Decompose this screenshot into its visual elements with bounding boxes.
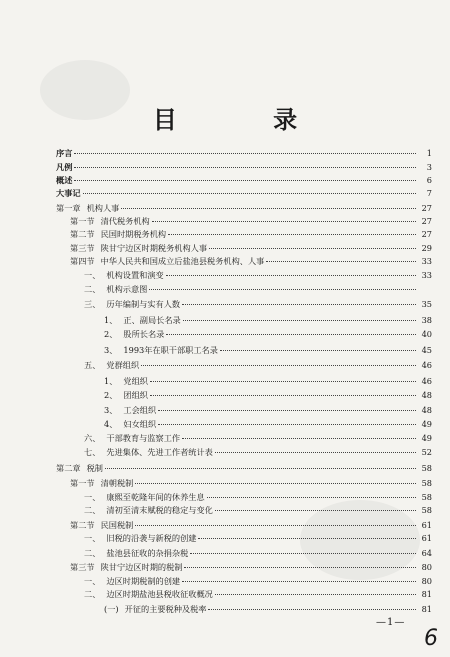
toc-entry-title: 正、副局长名录: [123, 315, 181, 325]
toc-entry-title: 陕甘宁边区时期的税制: [100, 562, 183, 572]
toc-entry-title: 机构人事: [86, 203, 120, 213]
dot-leader: [183, 320, 416, 321]
toc-entry-page: 80: [421, 576, 432, 586]
toc-entry: [56, 562, 432, 573]
toc-entry: [56, 576, 432, 587]
dot-leader: [149, 289, 416, 290]
dot-leader: [158, 424, 416, 425]
dot-leader: [182, 438, 416, 439]
toc-entry-page: 64: [421, 548, 432, 558]
toc-entry-label: 第四节: [70, 256, 95, 266]
toc-entry-title: 党组织: [123, 376, 148, 386]
toc-entry-page: 27: [421, 216, 432, 226]
dot-leader: [166, 275, 416, 276]
toc-entry-label: 一、: [84, 492, 101, 502]
toc-entry-label: 一、: [84, 576, 101, 586]
dot-leader: [215, 594, 416, 595]
toc-entry-page: 45: [421, 345, 432, 355]
toc-entry: [56, 175, 432, 186]
toc-entry-page: 81: [421, 604, 432, 614]
dot-leader: [74, 153, 416, 154]
dot-leader: [220, 350, 416, 351]
toc-entry: [56, 589, 432, 600]
toc-entry-page: 81: [421, 589, 432, 599]
toc-entry-label: 第二节: [70, 229, 95, 239]
toc-entry-page: 58: [421, 463, 432, 473]
dot-leader: [74, 167, 416, 168]
toc-entry-label: 二、: [84, 548, 101, 558]
dot-leader: [190, 553, 416, 554]
dot-leader: [182, 304, 416, 305]
toc-entry-title: 中华人民共和国成立后盐池县税务机构、人事: [100, 256, 265, 266]
toc-entry-page: 58: [421, 505, 432, 515]
toc-entry: [56, 148, 432, 159]
toc-entry-title: 边区时期税制的创建: [106, 576, 181, 586]
toc-entry: [56, 203, 432, 214]
toc-entry: [56, 299, 432, 310]
toc-entry-page: 49: [421, 419, 432, 429]
dot-leader: [150, 381, 416, 382]
toc-entry: [56, 463, 432, 474]
page-number: —1—: [376, 617, 406, 628]
dot-leader: [215, 452, 416, 453]
toc-entry-title: 民国税制: [100, 520, 134, 530]
toc-entry: [56, 548, 432, 559]
dot-leader: [207, 497, 416, 498]
toc-entry-label: 3、: [104, 405, 118, 415]
toc-entry-title: 旧税的沿袭与新税的创建: [106, 533, 197, 543]
toc-entry-title: 工会组织: [123, 405, 157, 415]
toc-entry-title: 党群组织: [106, 360, 140, 370]
dot-leader: [198, 538, 416, 539]
toc-entry-title: 机构设置和演变: [106, 270, 164, 280]
toc-entry-title: 清初至清末赋税的稳定与变化: [106, 505, 213, 515]
toc-entry: [56, 447, 432, 458]
dot-leader: [184, 567, 416, 568]
dot-leader: [182, 581, 416, 582]
toc-entry: [56, 229, 432, 240]
toc-entry-page: 35: [421, 299, 432, 309]
toc-entry-title: 税制: [86, 463, 103, 473]
toc-entry: [56, 188, 432, 199]
toc-entry-title: 机构示意图: [106, 284, 148, 294]
toc-entry-title: 股所长名录: [123, 329, 165, 339]
toc-entry: [56, 520, 432, 531]
toc-entry-label: 第三节: [70, 562, 95, 572]
toc-entry-label: 二、: [84, 589, 101, 599]
toc-entry: [56, 162, 432, 173]
toc-entry-title: 大事记: [56, 188, 81, 198]
toc-entry-label: 3、: [104, 345, 118, 355]
toc-entry-label: 1、: [104, 315, 118, 325]
dot-leader: [74, 180, 416, 181]
toc-entry-title: 清代税务机构: [100, 216, 150, 226]
toc-entry-label: 二、: [84, 284, 101, 294]
toc-entry: [56, 243, 432, 254]
handwritten-number: 6: [424, 626, 438, 651]
toc-entry: [56, 315, 432, 326]
toc-entry-label: 一、: [84, 270, 101, 280]
toc-entry: [56, 390, 432, 401]
toc-entry-page: 27: [421, 203, 432, 213]
toc-entry-title: 1993年在职干部职工名录: [123, 345, 218, 355]
dot-leader: [141, 365, 416, 366]
toc-entry-label: 第二章: [56, 463, 81, 473]
toc-entry-page: 58: [421, 478, 432, 488]
dot-leader: [135, 525, 416, 526]
toc-entry-page: 33: [421, 256, 432, 266]
toc-entry-page: 29: [421, 243, 432, 253]
toc-entry-label: 六、: [84, 433, 101, 443]
toc-entry-title: 民国时期税务机构: [100, 229, 167, 239]
toc-entry: [56, 284, 432, 295]
toc-entry-title: 陕甘宁边区时期税务机构人事: [100, 243, 208, 253]
dot-leader: [83, 193, 416, 194]
dot-leader: [158, 410, 416, 411]
toc-entry-page: 46: [421, 376, 432, 386]
toc-entry-page: 58: [421, 492, 432, 502]
toc-entry: [56, 345, 432, 356]
toc-entry-page: 49: [421, 433, 432, 443]
toc-entry-page: 27: [421, 229, 432, 239]
toc-entry: [56, 376, 432, 387]
toc-entry-page: 6: [426, 175, 432, 185]
toc-entry-title: 概述: [56, 175, 73, 185]
toc-entry: [56, 433, 432, 444]
toc-entry-title: 盐池县征收的杂捐杂税: [106, 548, 189, 558]
toc-entry-title: 序言: [56, 148, 73, 158]
dot-leader: [135, 483, 416, 484]
toc-entry-label: 第二节: [70, 520, 95, 530]
toc-entry: [56, 270, 432, 281]
toc-entry-title: 先进集体、先进工作者统计表: [106, 447, 213, 457]
dot-leader: [152, 221, 416, 222]
toc-entry-label: 一、: [84, 533, 101, 543]
toc-entry-label: 4、: [104, 419, 118, 429]
toc-entry: [56, 505, 432, 516]
toc-entry-title: 团组织: [123, 390, 148, 400]
toc-entry: [56, 405, 432, 416]
toc-entry: [56, 216, 432, 227]
toc-entry-page: 40: [421, 329, 432, 339]
toc-entry: [56, 604, 432, 615]
toc-entry-label: 第一节: [70, 216, 95, 226]
toc-entry-label: (一): [104, 604, 119, 614]
toc-entry-page: 46: [421, 360, 432, 370]
toc-entry-label: 第三节: [70, 243, 95, 253]
toc-entry-label: 五、: [84, 360, 101, 370]
dot-leader: [166, 334, 416, 335]
dot-leader: [208, 609, 416, 610]
toc-entry-page: 48: [421, 390, 432, 400]
toc-entry-label: 七、: [84, 447, 101, 457]
dot-leader: [209, 248, 416, 249]
toc-entry: [56, 360, 432, 371]
toc-entry-label: 2、: [104, 390, 118, 400]
toc-entry-label: 2、: [104, 329, 118, 339]
toc-entry: [56, 329, 432, 340]
dot-leader: [150, 395, 416, 396]
toc-entry-title: 边区时期盐池县税收征收概况: [106, 589, 213, 599]
toc-entry-title: 康熙至乾隆年间的休养生息: [106, 492, 205, 502]
toc-entry: [56, 256, 432, 267]
toc-entry-title: 开征的主要税种及税率: [124, 604, 207, 614]
toc-entry-page: 80: [421, 562, 432, 572]
toc-entry-title: 历年编制与实有人数: [106, 299, 181, 309]
toc-entry-page: 1: [426, 148, 432, 158]
page-title: 目 录: [152, 105, 342, 134]
toc-entry-page: 61: [421, 533, 432, 543]
toc-entry-label: 第一节: [70, 478, 95, 488]
toc-entry-title: 妇女组织: [123, 419, 157, 429]
toc-entry-page: 7: [426, 188, 432, 198]
dot-leader: [121, 208, 416, 209]
toc-entry-page: 52: [421, 447, 432, 457]
dot-leader: [215, 510, 416, 511]
toc-entry-page: 38: [421, 315, 432, 325]
toc-entry-label: 1、: [104, 376, 118, 386]
toc-entry-page: 61: [421, 520, 432, 530]
toc-entry-page: 48: [421, 405, 432, 415]
toc-entry: [56, 478, 432, 489]
toc-entry-title: 凡例: [56, 162, 73, 172]
toc-entry-title: 干部教育与监察工作: [106, 433, 181, 443]
toc-entry-label: 三、: [84, 299, 101, 309]
dot-leader: [168, 234, 416, 235]
toc-entry: [56, 419, 432, 430]
toc-entry: [56, 492, 432, 503]
toc-entry-title: 清朝税制: [100, 478, 134, 488]
dot-leader: [105, 468, 416, 469]
dot-leader: [266, 261, 416, 262]
toc-entry-page: 3: [426, 162, 432, 172]
toc-entry: [56, 533, 432, 544]
toc-entry-label: 二、: [84, 505, 101, 515]
toc-entry-page: 33: [421, 270, 432, 280]
toc-entry-label: 第一章: [56, 203, 81, 213]
